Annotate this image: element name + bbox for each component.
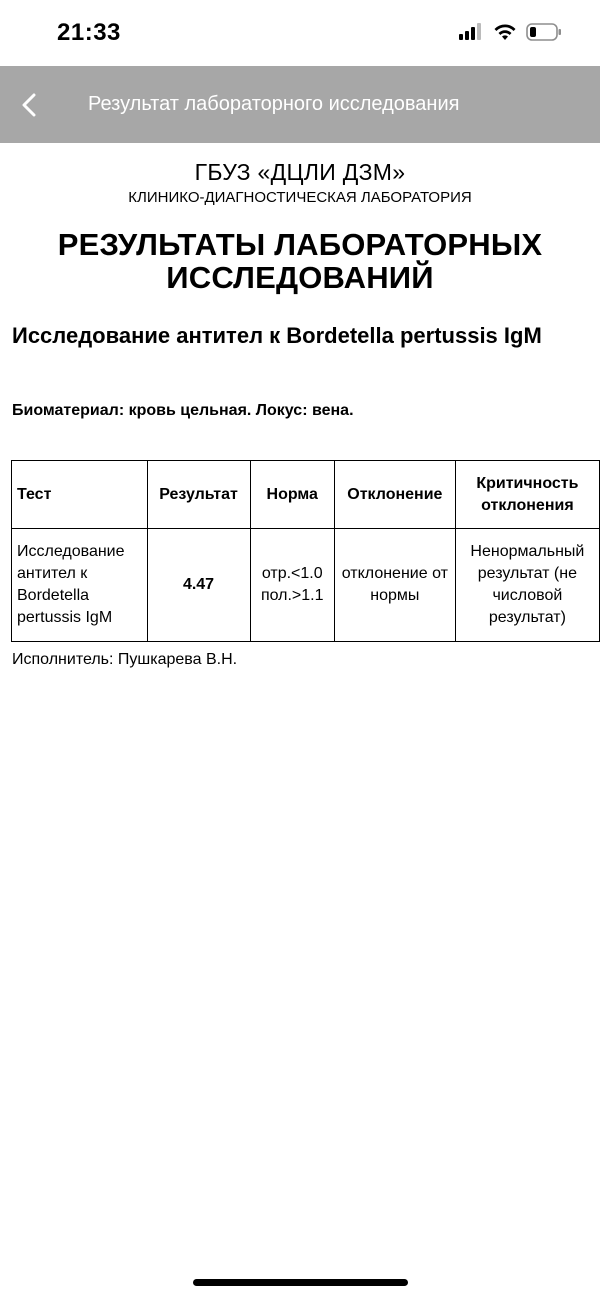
cell-test: Исследование антител к Bordetella pertussis IgM: [12, 529, 148, 642]
chevron-left-icon: [21, 93, 37, 117]
header-deviation: Отклонение: [334, 461, 455, 529]
cell-criticality: Ненормальный результат (не числовой результат): [455, 529, 599, 642]
org-subtitle: КЛИНИКО-ДИАГНОСТИЧЕСКАЯ ЛАБОРАТОРИЯ: [128, 189, 472, 206]
cell-deviation: отклонение от нормы: [334, 529, 455, 642]
back-button[interactable]: [12, 88, 46, 122]
results-table: [11, 460, 600, 642]
header-result: Результат: [147, 461, 250, 529]
wifi-icon: [493, 23, 517, 41]
norm-positive: пол.>1.1: [260, 587, 324, 604]
table-header-row: [12, 461, 600, 529]
home-indicator[interactable]: [193, 1279, 408, 1286]
nav-bar: [0, 66, 600, 143]
heading-line-1: РЕЗУЛЬТАТЫ ЛАБОРАТОРНЫХ: [57, 227, 543, 262]
document-heading: [0, 228, 600, 294]
header-criticality: Критичность отклонения: [455, 461, 599, 529]
header-norm: Норма: [250, 461, 334, 529]
battery-icon: [526, 22, 562, 42]
nav-title: Результат лабораторного исследования: [88, 93, 460, 115]
status-time: 21:33: [57, 19, 121, 46]
status-bar: [0, 0, 600, 66]
study-title: Исследование антител к Bordetella pertussis IgM: [12, 323, 542, 348]
header-test: Тест: [12, 461, 148, 529]
status-icons: [458, 22, 562, 42]
cellular-signal-icon: [458, 22, 484, 42]
norm-negative: отр.<1.0: [261, 565, 323, 582]
org-name: ГБУЗ «ДЦЛИ ДЗМ»: [194, 159, 406, 185]
heading-line-2: ИССЛЕДОВАНИЙ: [166, 260, 434, 295]
table-row: [12, 529, 600, 642]
executor-info: Исполнитель: Пушкарева В.Н.: [12, 651, 238, 668]
cell-norm: [250, 529, 334, 642]
cell-result: 4.47: [147, 529, 250, 642]
biomaterial-info: Биоматериал: кровь цельная. Локус: вена.: [12, 402, 354, 419]
